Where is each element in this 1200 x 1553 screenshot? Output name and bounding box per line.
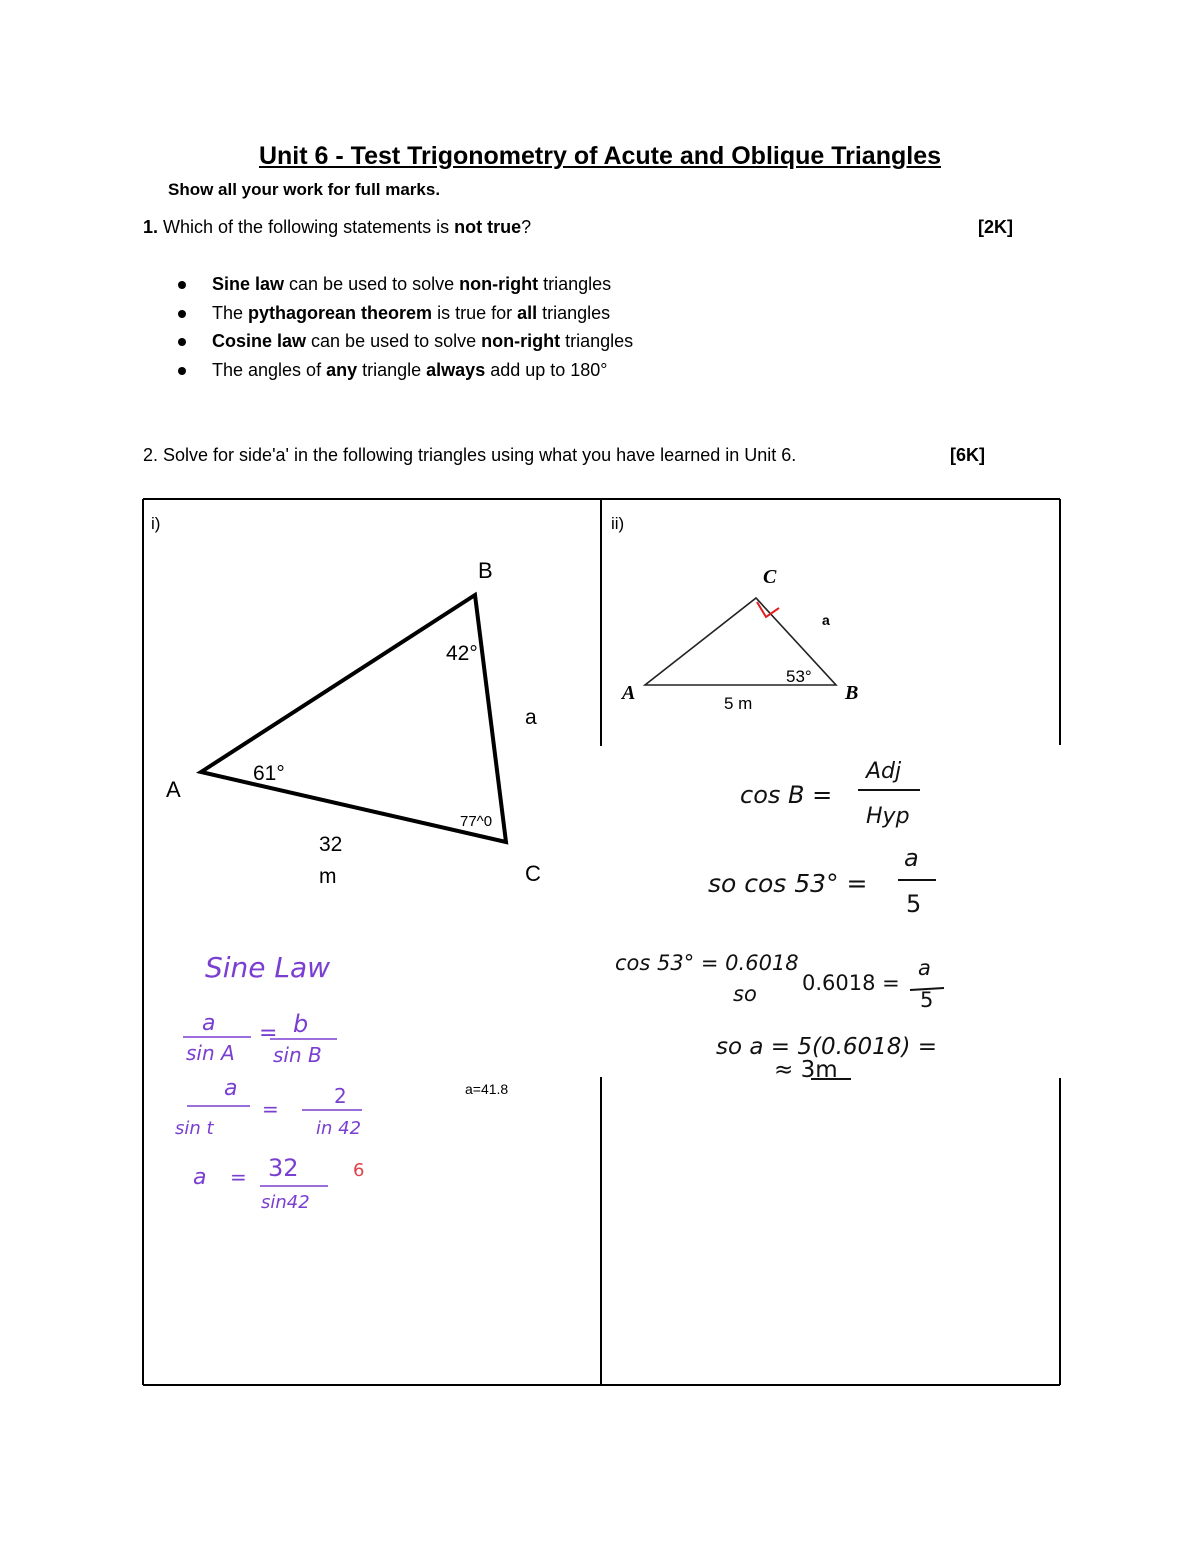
work-l1-rnum: b (293, 1010, 309, 1038)
p2-work-l4-mid: 0.6018 = (802, 971, 900, 995)
q1-marks: [2K] (978, 217, 1013, 237)
p2-vertex-b: B (845, 682, 859, 704)
work-score: 6 (353, 1160, 365, 1181)
vertex-b-label: B (478, 558, 493, 583)
work-l2-rnum: 2 (334, 1084, 347, 1108)
p2-angle-b: 53° (786, 667, 812, 686)
p2-side-a: a (822, 612, 830, 628)
p2-work-l1-lhs: cos B = (740, 781, 833, 809)
triangle-abc (201, 595, 506, 842)
work-l3-rnum: 32 (268, 1154, 299, 1182)
p2-vertex-c: C (763, 566, 777, 588)
q1-option-4: The angles of any triangle always add up to 180° (176, 356, 633, 385)
p2-work-l2-lhs: so cos 53° = (708, 869, 868, 898)
p2-work-l1-num: Adj (866, 759, 902, 784)
panel1-answer: a=41.8 (465, 1081, 509, 1097)
angle-c-label: 77^0 (460, 813, 493, 830)
p2-work-l5: so a = 5(0.6018) = (716, 1034, 937, 1060)
p2-work-l4-num: a (918, 956, 931, 980)
instruction: Show all your work for full marks. (168, 180, 441, 199)
p2-work-l2-num: a (904, 844, 919, 872)
question-2: 2. Solve for side'a' in the following triangles using what you have learned in Unit 6. (143, 445, 797, 465)
work-l3-rden: sin42 (261, 1192, 310, 1213)
panel1-label: i) (151, 514, 161, 533)
p2-work-l1-den: Hyp (866, 804, 910, 829)
q1-option-3: Cosine law can be used to solve non-right triangles (176, 327, 633, 356)
p2-vertex-a: A (622, 682, 636, 704)
vertex-c-label: C (525, 861, 541, 886)
q1-number: 1. (143, 217, 159, 237)
panel2-label: ii) (611, 514, 625, 533)
q1-option-2: The pythagorean theorem is true for all triangles (176, 299, 633, 328)
p2-work-l3: cos 53° = 0.6018 (615, 951, 799, 975)
q1-text-b: not true (454, 217, 522, 237)
side-b-label-2: m (319, 865, 337, 888)
work-l1-den: sin A (186, 1041, 235, 1065)
p2-side-ab: 5 m (724, 694, 753, 713)
q1-text-c: ? (521, 217, 532, 237)
work-l3-lhs: a (193, 1165, 207, 1190)
work-l1-rden: sin B (273, 1043, 322, 1067)
work-l2-rden: in 42 (316, 1118, 362, 1139)
p2-work-l6: ≈ 3m (774, 1057, 838, 1083)
work-l2-den: sin t (175, 1118, 214, 1139)
q2-marks: [6K] (950, 445, 985, 465)
side-a-label: a (525, 706, 537, 729)
p2-work-l4-lhs: so (733, 982, 757, 1006)
q1-text-a: Which of the following statements is (158, 217, 455, 237)
work-l3-eq: = (230, 1165, 247, 1189)
angle-b-label: 42° (446, 642, 478, 665)
work-l1-num: a (202, 1011, 216, 1036)
panel1-work (175, 951, 361, 1213)
work-l2-eq: = (262, 1097, 279, 1121)
angle-a-label: 61° (253, 762, 285, 785)
p2-work-l4-den: 5 (920, 988, 934, 1012)
work-heading: Sine Law (205, 951, 331, 984)
work-l1-eq: = (259, 1021, 278, 1046)
right-angle-mark (757, 602, 779, 617)
page-title: Unit 6 - Test Trigonometry of Acute and Oblique Triangles (258, 142, 942, 170)
p2-work-l2-den: 5 (906, 890, 922, 918)
q1-option-1: Sine law can be used to solve non-right triangles (176, 270, 633, 299)
vertex-a-label: A (166, 777, 181, 802)
work-l2-num: a (224, 1076, 238, 1101)
side-b-label-1: 32 (319, 833, 343, 856)
